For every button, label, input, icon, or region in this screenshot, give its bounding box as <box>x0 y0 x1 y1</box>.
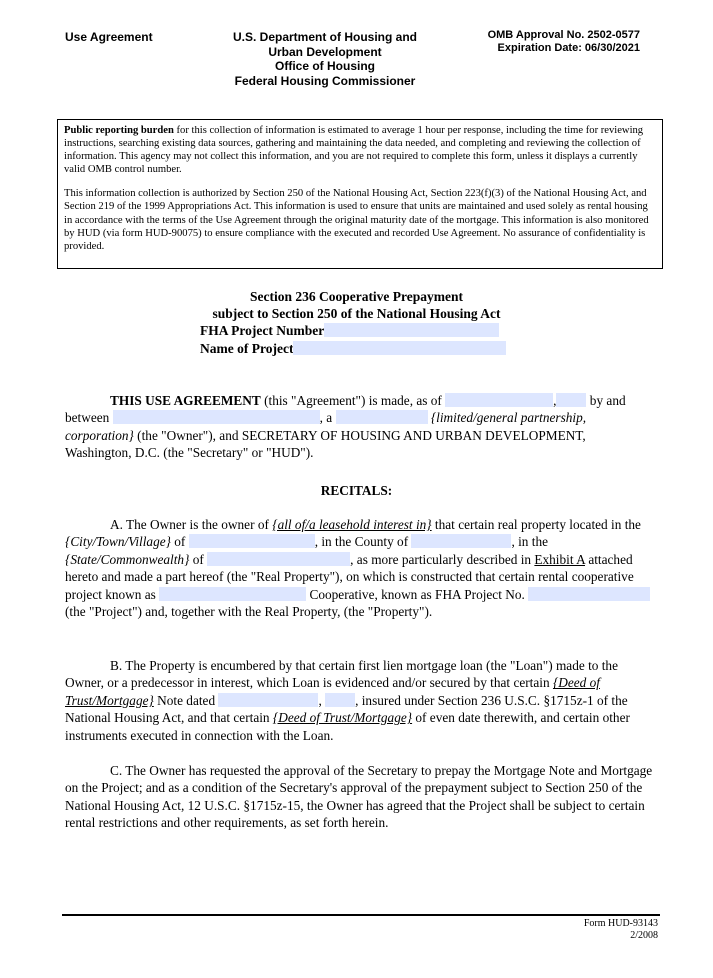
note-date-field[interactable] <box>218 693 318 707</box>
expiration-date: Expiration Date: 06/30/2021 <box>497 42 640 54</box>
instrument-type-placeholder: {Deed of Trust/Mortgage} <box>65 675 600 708</box>
exhibit-a-reference: Exhibit A <box>534 551 586 567</box>
burden-statement-box <box>57 119 663 269</box>
agency-line: U.S. Department of Housing and <box>232 30 417 44</box>
recital-text: that certain real property located in the <box>431 517 641 532</box>
recital-text: Note dated <box>153 692 219 708</box>
recitals-heading: RECITALS: <box>320 483 393 498</box>
fha-project-no-field[interactable] <box>528 587 650 601</box>
recital-label: A. <box>110 517 123 532</box>
instrument-type-placeholder: {Deed of Trust/Mortgage} <box>272 710 413 726</box>
recital-text: (the "Project") and, together with the Real Property, (the "Property"). <box>65 604 433 620</box>
agency-heading <box>215 30 435 88</box>
cooperative-name-field[interactable] <box>159 587 306 601</box>
omb-info <box>470 29 640 55</box>
footer-divider <box>62 914 660 916</box>
fha-project-number-row <box>200 322 499 339</box>
agreement-text: (the "Owner"), and SECRETARY OF HOUSING AND URBAN DEVELOPMENT, Washington, D.C. (the "Secretary" or "HUD"). <box>65 427 586 461</box>
recital-b <box>65 657 655 744</box>
note-year-field[interactable] <box>325 693 355 707</box>
agency-line: Office of Housing <box>275 59 375 73</box>
agreement-text: (this "Agreement") is made, as of <box>260 393 446 408</box>
recital-text: , in the County of <box>314 534 412 550</box>
burden-paragraph <box>64 124 656 176</box>
agreement-text: by and between <box>65 393 626 426</box>
agency-line: Urban Development <box>268 44 382 59</box>
authority-paragraph: This information collection is authorized by Section 250 of the National Housing Act, Section 223(f)(3) of the National Housing Act, and Section 219 of the 1999 Appropriations Act. This information is used to ensure that units are maintained and used solely as rental housing in accordance with the terms of the Use Agreement through the original maturity date of the mortgage. This information is also monitored by HUD (via form HUD-90075) to ensure compliance with the executed and recorded Use Agreement. No assurance of confidentiality is provided. <box>64 188 649 252</box>
fha-project-number-label: FHA Project Number <box>200 323 325 338</box>
recital-text: , in the <box>511 534 549 550</box>
document-title-line-2: subject to Section 250 of the National Housing Act <box>212 306 501 321</box>
entity-type-placeholder: {limited/general partnership, corporation} <box>65 410 587 443</box>
recital-text: of even date therewith, and certain other instruments executed in connection with the Loan. <box>65 710 630 743</box>
project-name-field[interactable] <box>293 341 506 355</box>
burden-lead: Public reporting burden <box>64 125 174 136</box>
agency-line: Federal Housing Commissioner <box>234 73 416 88</box>
recital-text: , <box>318 692 326 708</box>
municipality-placeholder: {City/Town/Village} <box>65 534 171 550</box>
recital-text: of <box>189 551 208 567</box>
recital-a <box>65 516 655 620</box>
county-field[interactable] <box>411 534 511 548</box>
agreement-text: , <box>553 393 557 408</box>
recital-c <box>65 762 655 832</box>
project-name-row <box>200 340 506 357</box>
agreement-lead: THIS USE AGREEMENT <box>110 393 261 408</box>
recital-text: , as more particularly described in <box>350 551 535 567</box>
agreement-date-field[interactable] <box>445 393 553 407</box>
recital-text: The Owner is the owner of <box>122 517 273 532</box>
document-title-line-1: Section 236 Cooperative Prepayment <box>249 289 464 304</box>
recital-label: C. <box>110 763 123 778</box>
agreement-year-field[interactable] <box>556 393 586 407</box>
burden-text: for this collection of information is estimated to average 1 hour per response, including the time for reviewing instructions, searching existing data sources, gathering and maintaining the data needed, and completing and reviewing the collection of information. This agency may not collect this information, and you are not required to complete this form, unless it displays a currently valid OMB control number. <box>64 125 644 176</box>
agreement-text: , a <box>319 410 336 426</box>
state-field[interactable] <box>207 552 350 566</box>
recital-label: B. <box>110 658 123 673</box>
fha-project-number-field[interactable] <box>324 323 499 337</box>
omb-approval: OMB Approval No. 2502-0577 <box>487 29 640 41</box>
form-number: Form HUD-93143 <box>583 918 658 929</box>
owner-name-field[interactable] <box>113 410 320 424</box>
form-revision-date: 2/2008 <box>630 930 658 941</box>
recital-text: attached hereto and made a part hereof (the "Real Property"), on which is constructed that certain rental cooperative project known as <box>65 551 634 602</box>
form-footer <box>540 918 658 942</box>
form-short-title: Use Agreement <box>65 30 153 44</box>
ownership-placeholder: {all of/a leasehold interest in} <box>272 517 432 532</box>
city-field[interactable] <box>189 534 315 548</box>
recital-text: Cooperative, known as FHA Project No. <box>306 586 529 602</box>
owner-state-field[interactable] <box>336 410 428 424</box>
recital-text: of <box>170 534 189 550</box>
state-placeholder: {State/Commonwealth} <box>65 551 190 567</box>
recital-text: The Owner has requested the approval of the Secretary to prepay the Mortgage Note and Mortgage on the Project; and as a condition of the Secretary's approval of the prepayment subject to Section 250 of the National Housing Act, 12 U.S.C. §1715z-15, the Owner has agreed that the Project shall be subject to certain rental restrictions and other requirements, as set forth herein. <box>65 763 653 831</box>
project-name-label: Name of Project <box>200 341 294 356</box>
agreement-paragraph <box>65 392 655 462</box>
recital-text: The Property is encumbered by that certain first lien mortgage loan (the "Loan") made to the Owner, or a predecessor in interest, which Loan is evidenced and/or secured by that certain <box>65 658 618 691</box>
recital-text: , insured under Section 236 U.S.C. §1715z-1 of the National Housing Act, and that certain <box>65 692 628 726</box>
